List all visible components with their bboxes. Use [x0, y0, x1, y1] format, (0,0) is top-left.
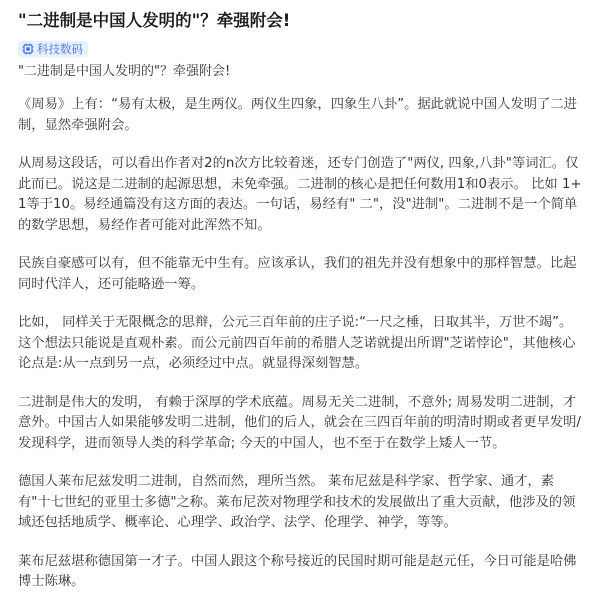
- article-paragraph: 莱布尼兹堪称德国第一才子。中国人跟这个称号接近的民国时期可能是赵元任，今日可能是哈佛博士陈琳。: [18, 553, 577, 589]
- article-paragraph: 从周易这段话，可以看出作者对2的n次方比较着迷，还专门创造了"两仪, 四象,八卦"等词汇。仅此而已。说这是二进制的起源思想，未免牵强。二进制的核心是把任何数用1和0表示。 比如 1+1等于10。易经通篇没有这方面的表达。一句话，易经有" 二"，没"进制"。二进制不是一个简单的数学思想，易经作者可能对此浑然不知。: [18, 156, 582, 233]
- article-subtitle: "二进制是中国人发明的"？牵强附会!: [18, 64, 231, 79]
- category-tag[interactable]: [18, 41, 88, 57]
- category-tag-label: 科技数码: [37, 42, 83, 56]
- article-paragraph: 比如， 同样关于无限概念的思辩，公元三百年前的庄子说:“一尺之棰，日取其半，万世不竭”。 这个想法只能说是直观朴素。而公元前四百年前的希腊人芝诺就提出所谓"芝诺悖论"，其他核心论点是:从一点到另一点，必须经过中点。就显得深刻智慧。: [18, 315, 576, 371]
- article-paragraph: 《周易》上有：“易有太极，是生两仪。两仪生四象，四象生八卦”。据此就说中国人发明了二进制，显然牵强附会。: [18, 97, 577, 133]
- chip-icon: [22, 43, 34, 55]
- article-paragraph: 民族自豪感可以有，但不能靠无中生有。应该承认，我们的祖先并没有想象中的那样智慧。比起同时代洋人，还可能略逊一筹。: [18, 256, 577, 292]
- article-paragraph: 二进制是伟大的发明， 有赖于深厚的学术底蕴。周易无关二进制，不意外; 周易发明二进制，才意外。中国古人如果能够发明二进制，他们的后人，就会在三四百年前的明清时期或者更早发明/发现科学，进而领导人类的科学革命; 今天的中国人，也不至于在数学上矮人一节。: [18, 394, 581, 451]
- article-paragraph: 德国人莱布尼兹发明二进制，自然而然，理所当然。 莱布尼兹是科学家、哲学家、通才，素有"十七世纪的亚里士多德"之称。莱布尼茨对物理学和技术的发展做出了重大贡献，他涉及的领域还包括地质学、概率论、心理学、政治学、法学、伦理学、神学，等等。: [18, 474, 576, 530]
- article-title: "二进制是中国人发明的"？牵强附会!: [18, 11, 291, 30]
